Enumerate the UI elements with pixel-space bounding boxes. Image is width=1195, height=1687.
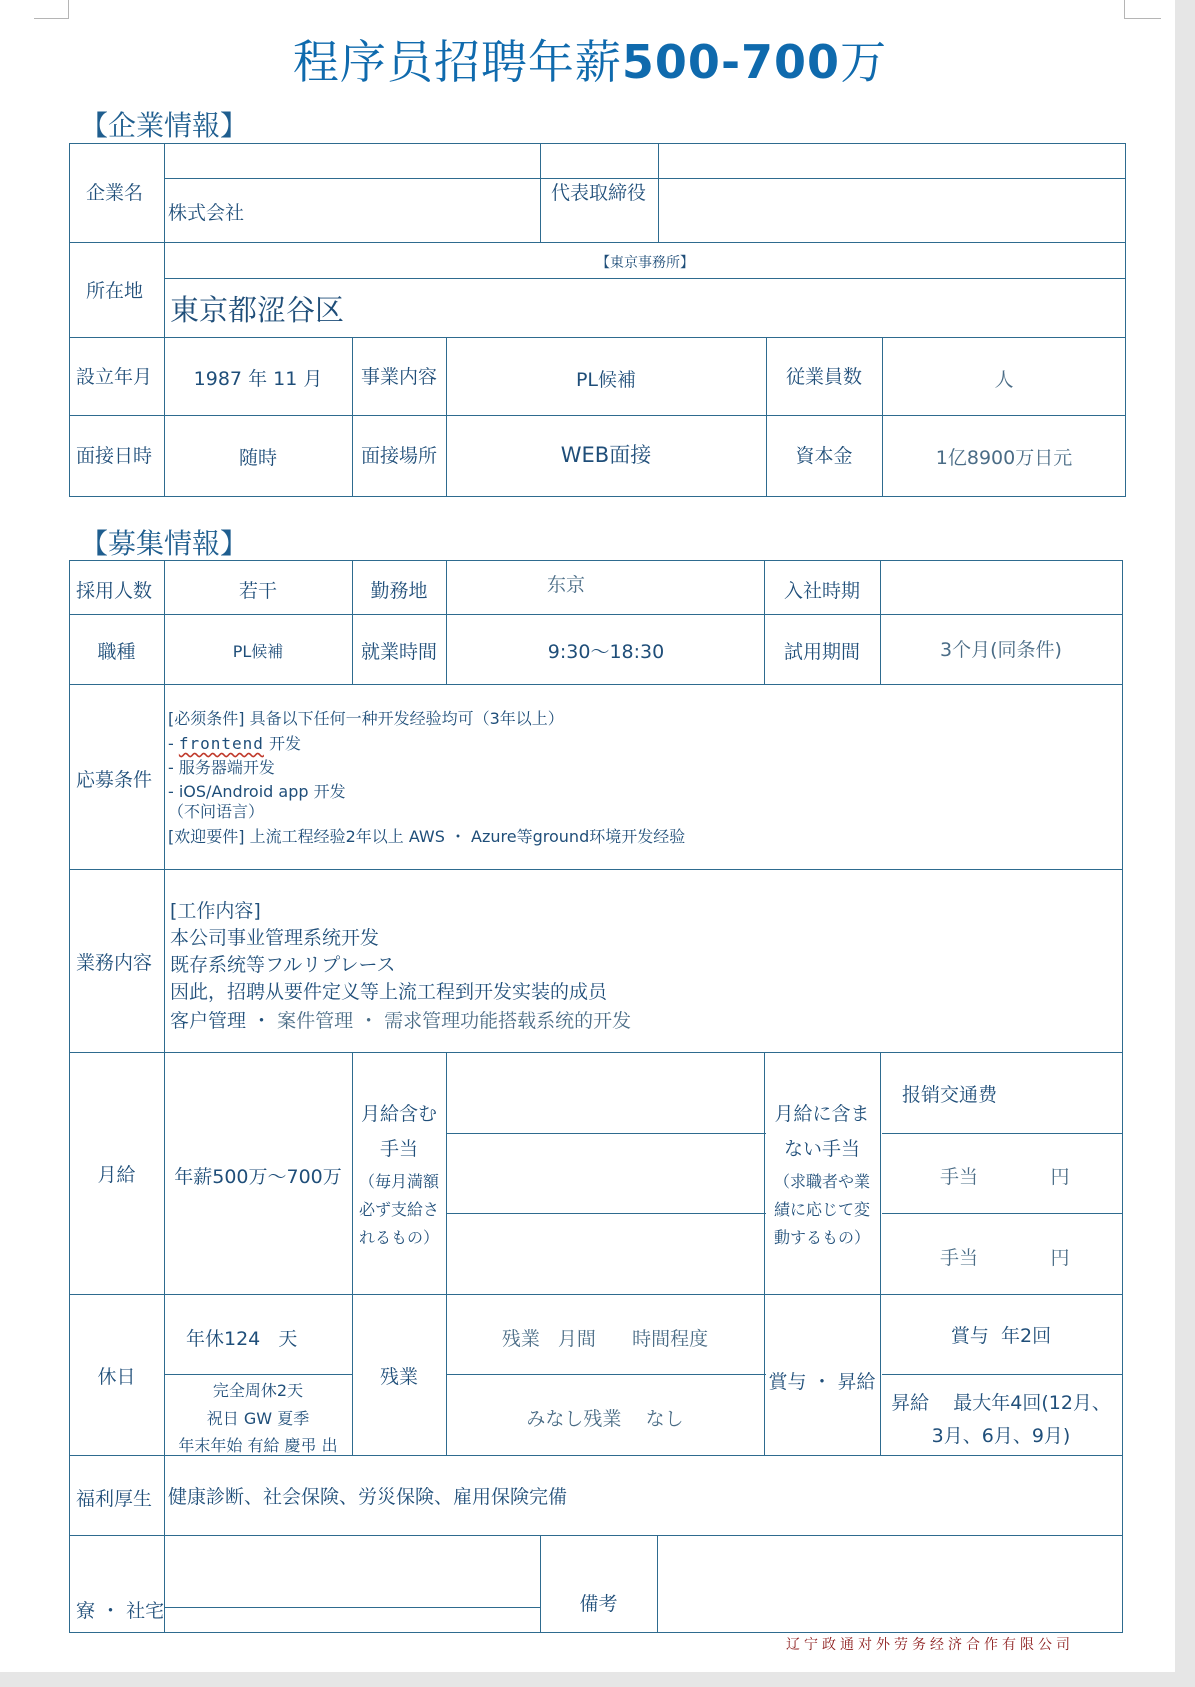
duty-line: 本公司事业管理系统开发 bbox=[170, 927, 380, 949]
included-allowance-label: 月給含む bbox=[360, 1103, 437, 1125]
welfare-value: 健康診断、社会保険、労災保険、雇用保険完備 bbox=[168, 1486, 568, 1508]
excluded-allowance-label: 月給に含ま bbox=[774, 1103, 870, 1125]
job-type-value: PL候補 bbox=[232, 642, 284, 661]
section-heading-recruit: 【募集情報】 bbox=[80, 527, 249, 560]
excluded-allowance-label: ない手当 bbox=[783, 1138, 860, 1160]
employees-label: 従業員数 bbox=[785, 366, 862, 388]
trial-period-value: 3个月(同条件) bbox=[940, 639, 1062, 661]
salary-value: 年薪500万～700万 bbox=[174, 1166, 342, 1188]
transport-allowance: 报销交通费 bbox=[902, 1084, 998, 1106]
excluded-allowance-note: 績に応じて変 bbox=[773, 1200, 870, 1219]
employees-value: 人 bbox=[994, 369, 1014, 391]
address-value: 東京都涩谷区 bbox=[170, 293, 345, 327]
company-footer: 辽宁政通对外劳务经济合作有限公司 bbox=[786, 1637, 1074, 1653]
section-heading-company: 【企業情報】 bbox=[80, 109, 249, 142]
workplace-label: 勤務地 bbox=[370, 580, 428, 602]
business-value: PL候補 bbox=[575, 369, 637, 391]
requirement-line: - frontend 开发 bbox=[168, 734, 302, 753]
interview-place-value: WEB面接 bbox=[560, 443, 652, 467]
overtime-deemed: みなし残業 なし bbox=[526, 1408, 684, 1430]
trial-period-label: 試用期間 bbox=[783, 641, 860, 663]
working-hours-value: 9:30～18:30 bbox=[547, 641, 665, 663]
holiday-label: 休日 bbox=[97, 1366, 136, 1388]
window-edge bbox=[1175, 0, 1195, 1687]
interview-date-value: 随時 bbox=[238, 447, 277, 469]
requirement-line: （不问语言） bbox=[168, 802, 265, 821]
overtime-label: 残業 bbox=[379, 1366, 418, 1388]
address-label: 所在地 bbox=[86, 280, 144, 302]
excluded-allowance-note: （求職者や業 bbox=[773, 1172, 870, 1191]
bonus-value: 賞与 年2回 bbox=[950, 1325, 1052, 1347]
bonus-raise-label: 賞与 ・ 昇給 bbox=[768, 1371, 876, 1393]
capital-value: 1亿8900万日元 bbox=[935, 447, 1073, 469]
requirement-line: [欢迎要件] 上流工程经验2年以上 AWS ・ Azure等ground环境开发经验 bbox=[168, 827, 686, 846]
allowance-item: 手当 円 bbox=[940, 1247, 1070, 1269]
welfare-label: 福利厚生 bbox=[76, 1488, 153, 1510]
interview-date-label: 面接日時 bbox=[76, 445, 153, 467]
headcount-value: 若干 bbox=[238, 580, 277, 602]
business-label: 事業内容 bbox=[360, 366, 437, 388]
requirement-line: [必须条件] 具备以下任何一种开发经验均可（3年以上） bbox=[168, 709, 564, 728]
requirement-line: - 服务器端开发 bbox=[168, 758, 275, 777]
duty-line: [工作内容] bbox=[170, 900, 261, 922]
holiday-detail: 完全周休2天 bbox=[212, 1381, 304, 1400]
dorm-label: 寮 ・ 社宅 bbox=[76, 1600, 165, 1622]
page-corner-mark bbox=[34, 0, 69, 19]
holiday-detail: 年末年始 有給 慶弔 出 bbox=[178, 1436, 338, 1455]
founded-label: 設立年月 bbox=[76, 366, 153, 388]
included-allowance-note: （毎月満額 bbox=[358, 1172, 439, 1191]
interview-place-label: 面接場所 bbox=[360, 445, 437, 467]
company-name-value: 株式会社 bbox=[168, 202, 245, 224]
holiday-detail: 祝日 GW 夏季 bbox=[206, 1409, 310, 1428]
page-title: 程序员招聘年薪500-700万 bbox=[292, 35, 888, 89]
duty-line: 客户管理 ・ 案件管理 ・ 需求管理功能搭载系统的开发 bbox=[170, 1010, 632, 1032]
capital-label: 資本金 bbox=[795, 445, 853, 467]
requirement-line: - iOS/Android app 开发 bbox=[168, 782, 346, 801]
duties-label: 業務内容 bbox=[76, 952, 153, 974]
raise-value: 昇給 最大年4回(12月、 bbox=[891, 1392, 1111, 1414]
page-corner-mark bbox=[1124, 0, 1161, 19]
working-hours-label: 就業時間 bbox=[360, 641, 437, 663]
workplace-value: 东京 bbox=[546, 574, 585, 596]
address-office: 【東京事務所】 bbox=[596, 255, 694, 271]
job-type-label: 職種 bbox=[97, 641, 136, 663]
excluded-allowance-note: 動するもの） bbox=[773, 1228, 870, 1247]
included-allowance-note: れるもの） bbox=[358, 1228, 439, 1247]
company-name-label: 企業名 bbox=[86, 182, 144, 204]
allowance-item: 手当 円 bbox=[940, 1166, 1070, 1188]
duty-line: 因此，招聘从要件定义等上流工程到开发实装的成员 bbox=[170, 981, 608, 1003]
requirements-label: 応募条件 bbox=[76, 769, 153, 791]
included-allowance-note: 必ず支給さ bbox=[358, 1200, 439, 1219]
annual-holidays: 年休124 天 bbox=[186, 1328, 298, 1350]
founded-value: 1987 年 11 月 bbox=[193, 368, 323, 390]
raise-value: 3月、6月、9月) bbox=[931, 1425, 1071, 1447]
salary-label: 月給 bbox=[97, 1164, 136, 1186]
window-edge bbox=[0, 1672, 1195, 1687]
remarks-label: 備考 bbox=[579, 1593, 618, 1615]
representative-label: 代表取締役 bbox=[551, 182, 647, 204]
duty-line: 既存系统等フルリプレース bbox=[170, 954, 396, 976]
included-allowance-label: 手当 bbox=[379, 1138, 418, 1160]
headcount-label: 採用人数 bbox=[76, 580, 153, 602]
overtime-monthly: 残業 月間 時間程度 bbox=[501, 1328, 709, 1350]
join-date-label: 入社時期 bbox=[783, 580, 860, 602]
